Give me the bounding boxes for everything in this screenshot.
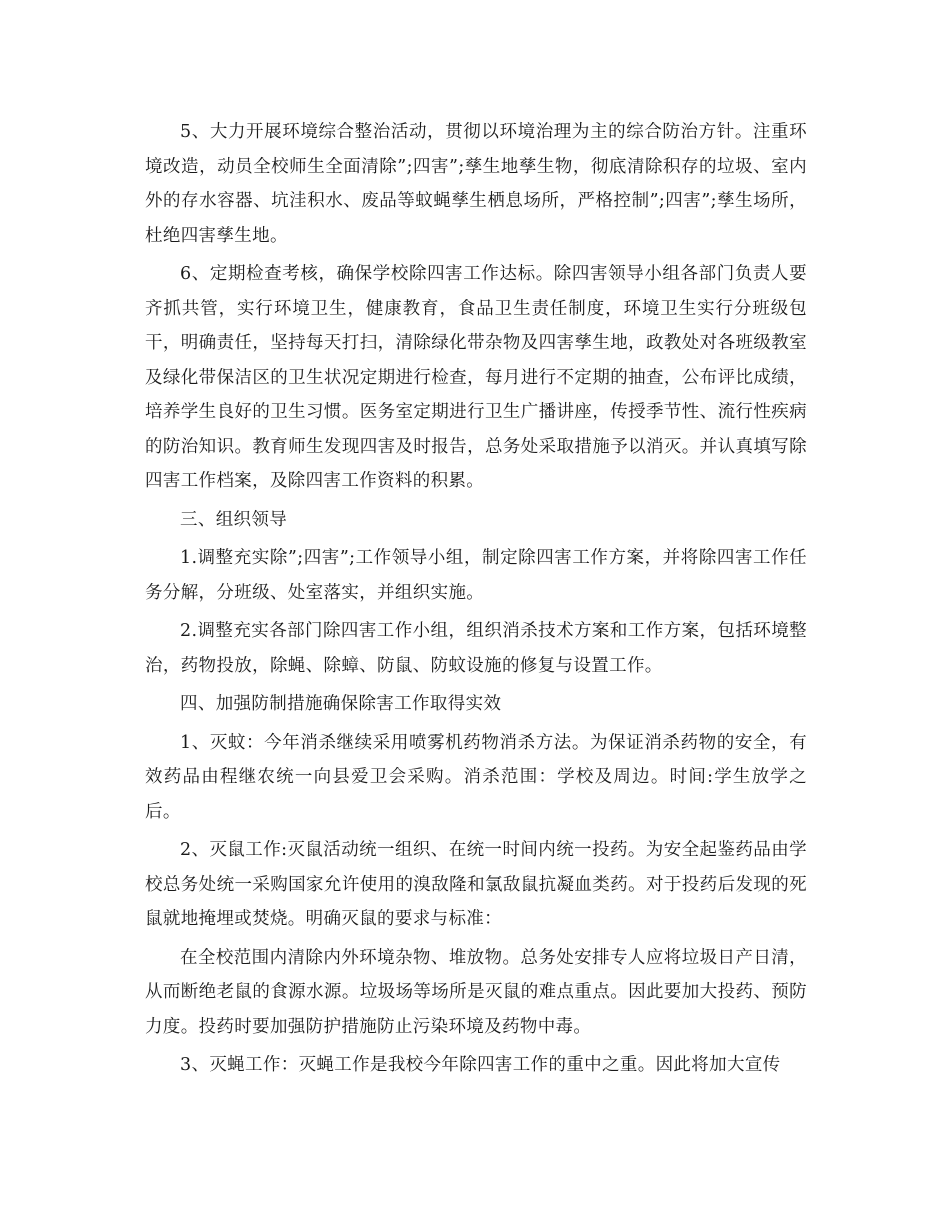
paragraph-fly: 3、灭蝇工作：灭蝇工作是我校今年除四害工作的重中之重。因此将加大宣传	[180, 1055, 781, 1075]
paragraph-rodent-detail: 在全校范围内清除内外环境杂物、堆放物。总务处安排专人应将垃圾日产日清，从而断绝老鼠的食源水源。垃圾场等场所是灭鼠的难点重点。因此要加大投药、预防力度。投药时要加强防护措施防止污染环境及药物中毒。	[145, 947, 807, 1037]
paragraph-item-6: 6、定期检查考核，确保学校除四害工作达标。除四害领导小组各部门负责人要齐抓共管，实行环境卫生，健康教育，食品卫生责任制度，环境卫生实行分班级包干，明确责任，坚持每天打扫，清除绿化带杂物及四害孳生地，政教处对各班级教室及绿化带保洁区的卫生状况定期进行检查，每月进行不定期的抽查，公布评比成绩，培养学生良好的卫生习惯。医务室定期进行卫生广播讲座，传授季节性、流行性疾病的防治知识。教育师生发现四害及时报告，总务处采取措施予以消灭。并认真填写除四害工作档案，及除四害工作资料的积累。	[145, 264, 807, 491]
section-heading-measures: 四、加强防制措施确保除害工作取得实效	[180, 694, 502, 714]
paragraph-org-1: 1.调整充实除”;四害”;工作领导小组，制定除四害工作方案，并将除四害工作任务分解，分班级、处室落实，并组织实施。	[145, 548, 807, 603]
paragraph-org-2: 2.调整充实各部门除四害工作小组，组织消杀技术方案和工作方案，包括环境整治，药物投放，除蝇、除蟑、防鼠、防蚊设施的修复与设置工作。	[145, 621, 807, 676]
paragraph-item-5: 5、大力开展环境综合整治活动，贯彻以环境治理为主的综合防治方针。注重环境改造，动员全校师生全面清除”;四害”;孳生地孳生物，彻底清除积存的垃圾、室内外的存水容器、坑洼积水、废品等蚊蝇孳生栖息场所，严格控制”;四害”;孳生场所，杜绝四害孳生地。	[145, 122, 807, 246]
paragraph-mosquito: 1、灭蚊：今年消杀继续采用喷雾机药物消杀方法。为保证消杀药物的安全，有效药品由程继农统一向县爱卫会采购。消杀范围：学校及周边。时间:学生放学之后。	[145, 732, 807, 822]
paragraph-rodent: 2、灭鼠工作:灭鼠活动统一组织、在统一时间内统一投药。为安全起鉴药品由学校总务处统一采购国家允许使用的溴敌隆和氯敌鼠抗凝血类药。对于投药后发现的死鼠就地掩埋或焚烧。明确灭鼠的要求与标准：	[145, 840, 807, 929]
section-heading-organization: 三、组织领导	[180, 509, 288, 530]
